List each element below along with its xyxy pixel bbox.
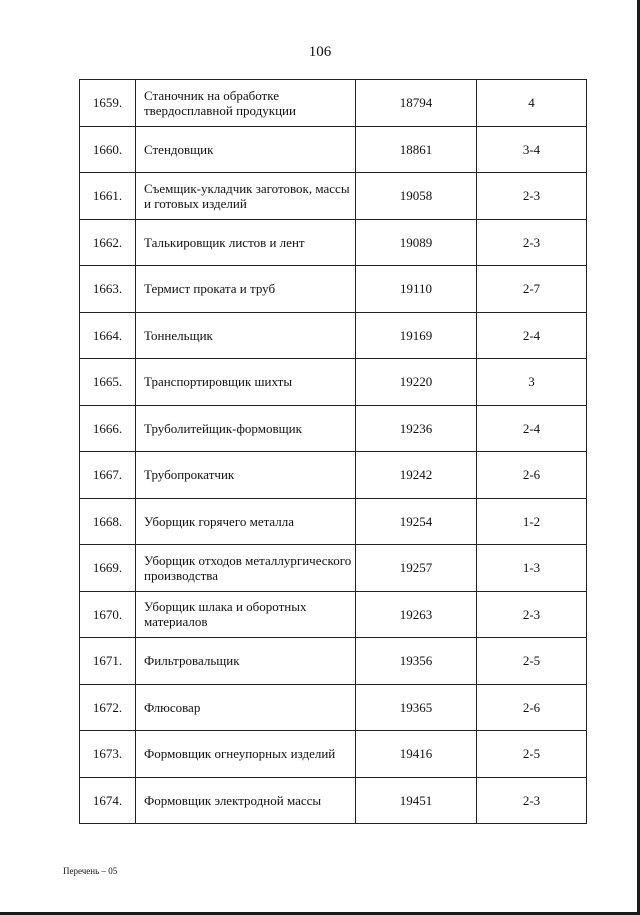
profession-name: Стендовщик [136, 126, 356, 173]
profession-code: 19089 [356, 219, 477, 266]
row-number: 1668. [80, 498, 136, 545]
grade-range: 2-3 [477, 591, 587, 638]
row-number: 1666. [80, 405, 136, 452]
table-row [80, 452, 587, 499]
grade-range: 2-3 [477, 219, 587, 266]
profession-table-body [80, 80, 587, 824]
page-number: 106 [308, 44, 332, 60]
profession-code: 19365 [356, 684, 477, 731]
profession-code: 19263 [356, 591, 477, 638]
profession-name: Трубопрокатчик [136, 452, 356, 499]
row-number: 1671. [80, 638, 136, 685]
profession-code: 19416 [356, 731, 477, 778]
profession-code: 19451 [356, 777, 477, 824]
table-row [80, 731, 587, 778]
table-row [80, 312, 587, 359]
profession-code: 19220 [356, 359, 477, 406]
grade-range: 2-3 [477, 777, 587, 824]
row-number: 1661. [80, 173, 136, 220]
grade-range: 2-4 [477, 312, 587, 359]
grade-range: 1-3 [477, 545, 587, 592]
table-row [80, 219, 587, 266]
row-number: 1670. [80, 591, 136, 638]
grade-range: 3-4 [477, 126, 587, 173]
footer-text: Перечень – 05 [63, 866, 118, 876]
table-row [80, 126, 587, 173]
profession-code: 19356 [356, 638, 477, 685]
profession-name: Термист проката и труб [136, 266, 356, 313]
profession-name: Фильтровальщик [136, 638, 356, 685]
profession-name: Станочник на обработке твердосплавной продукции [136, 80, 356, 127]
row-number: 1663. [80, 266, 136, 313]
profession-code: 19110 [356, 266, 477, 313]
profession-code: 19058 [356, 173, 477, 220]
grade-range: 2-4 [477, 405, 587, 452]
row-number: 1662. [80, 219, 136, 266]
table-row [80, 545, 587, 592]
row-number: 1660. [80, 126, 136, 173]
grade-range: 2-3 [477, 173, 587, 220]
table-row [80, 638, 587, 685]
profession-name: Труболитейщик-формовщик [136, 405, 356, 452]
profession-code: 19257 [356, 545, 477, 592]
table-row [80, 173, 587, 220]
profession-name: Флюсовар [136, 684, 356, 731]
grade-range: 3 [477, 359, 587, 406]
grade-range: 4 [477, 80, 587, 127]
profession-code: 19254 [356, 498, 477, 545]
row-number: 1667. [80, 452, 136, 499]
profession-code: 19236 [356, 405, 477, 452]
table-row [80, 591, 587, 638]
profession-code: 19242 [356, 452, 477, 499]
row-number: 1664. [80, 312, 136, 359]
row-number: 1673. [80, 731, 136, 778]
row-number: 1659. [80, 80, 136, 127]
table-row [80, 80, 587, 127]
profession-table [79, 79, 587, 824]
profession-name: Тоннельщик [136, 312, 356, 359]
profession-code: 18794 [356, 80, 477, 127]
profession-code: 18861 [356, 126, 477, 173]
grade-range: 2-5 [477, 638, 587, 685]
grade-range: 1-2 [477, 498, 587, 545]
table-row [80, 266, 587, 313]
table-row [80, 359, 587, 406]
profession-code: 19169 [356, 312, 477, 359]
profession-name: Формовщик электродной массы [136, 777, 356, 824]
table-row [80, 684, 587, 731]
table-row [80, 498, 587, 545]
profession-name: Талькировщик листов и лент [136, 219, 356, 266]
grade-range: 2-7 [477, 266, 587, 313]
table-row [80, 777, 587, 824]
profession-name: Уборщик шлака и оборотных материалов [136, 591, 356, 638]
row-number: 1674. [80, 777, 136, 824]
row-number: 1669. [80, 545, 136, 592]
grade-range: 2-6 [477, 684, 587, 731]
table-row [80, 405, 587, 452]
grade-range: 2-6 [477, 452, 587, 499]
row-number: 1665. [80, 359, 136, 406]
profession-name: Уборщик горячего металла [136, 498, 356, 545]
grade-range: 2-5 [477, 731, 587, 778]
profession-name: Уборщик отходов металлургического производства [136, 545, 356, 592]
row-number: 1672. [80, 684, 136, 731]
profession-name: Формовщик огнеупорных изделий [136, 731, 356, 778]
profession-name: Съемщик-укладчик заготовок, массы и готовых изделий [136, 173, 356, 220]
profession-name: Транспортировщик шихты [136, 359, 356, 406]
